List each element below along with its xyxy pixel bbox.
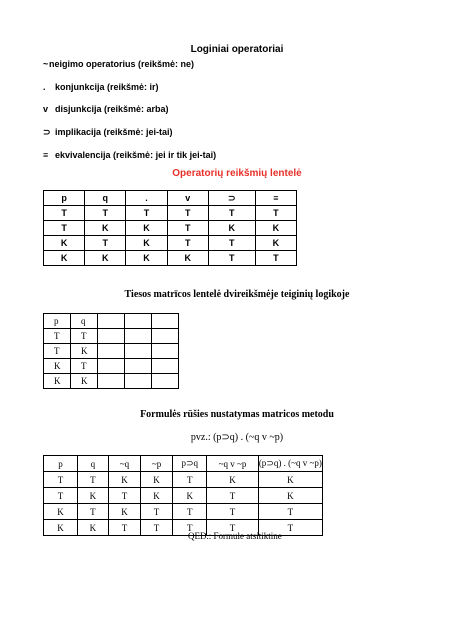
table-row [44, 374, 179, 389]
table-cell: (p⊃q) . (~q v ~p) [258, 456, 322, 472]
table-cell [152, 374, 179, 389]
table-cell: T [44, 488, 78, 504]
table-cell: K [208, 221, 255, 236]
table-cell: T [77, 504, 108, 520]
table-cell [98, 359, 125, 374]
table-cell [125, 329, 152, 344]
table-cell: K [71, 344, 98, 359]
table-cell [125, 314, 152, 329]
table-header-row [44, 314, 179, 329]
table-cell: K [44, 251, 85, 266]
table-cell: T [141, 504, 173, 520]
operator-item [43, 82, 159, 93]
table-cell: T [207, 520, 258, 536]
table-cell [125, 359, 152, 374]
table-cell: K [173, 488, 207, 504]
table-cell: K [44, 359, 71, 374]
table-row [44, 251, 297, 266]
table-cell [125, 344, 152, 359]
operator-description: implikacija (reikšmė: jei-tai) [55, 127, 173, 137]
table-cell: T [108, 488, 140, 504]
table-cell: T [71, 329, 98, 344]
table-cell: K [44, 504, 78, 520]
table-cell: T [208, 206, 255, 221]
table-cell: T [126, 206, 167, 221]
table-cell: K [77, 488, 108, 504]
table-cell: K [44, 236, 85, 251]
table-cell: T [85, 236, 126, 251]
table-row [44, 504, 323, 520]
table-row [44, 488, 323, 504]
table-cell: T [167, 236, 208, 251]
table-row [44, 236, 297, 251]
operator-truth-table [43, 190, 297, 266]
table-cell: T [255, 251, 296, 266]
operator-description: ekvivalencija (reikšmė: jei ir tik jei-tai) [55, 150, 217, 160]
operator-symbol: ≡ [43, 150, 49, 160]
table-cell: ≡ [255, 191, 296, 206]
table-cell: K [255, 236, 296, 251]
table-cell: T [207, 504, 258, 520]
table-cell: T [44, 472, 78, 488]
table-header-row [44, 456, 323, 472]
table-row [44, 221, 297, 236]
table-cell: q [71, 314, 98, 329]
table-cell: p [44, 191, 85, 206]
example-formula: pvz.: (p⊃q) . (~q v ~p) [190, 432, 284, 443]
table-cell: T [173, 472, 207, 488]
table-cell: T [208, 236, 255, 251]
operator-symbol: ⊃ [43, 127, 51, 137]
table-cell: v [167, 191, 208, 206]
table-cell: K [167, 251, 208, 266]
operator-item [43, 59, 194, 70]
formula-matrix-table [43, 455, 323, 536]
table-cell [98, 329, 125, 344]
table-cell: . [126, 191, 167, 206]
table-cell [152, 359, 179, 374]
table-cell: ~q v ~p [207, 456, 258, 472]
table-cell: T [85, 206, 126, 221]
document-title: Loginiai operatoriai [190, 44, 284, 55]
table-cell: K [85, 221, 126, 236]
table-cell: K [126, 236, 167, 251]
table-cell: ~q [108, 456, 140, 472]
table-row [44, 344, 179, 359]
table-row [44, 359, 179, 374]
table-cell: K [44, 374, 71, 389]
table-cell: T [258, 504, 322, 520]
table-cell: ⊃ [208, 191, 255, 206]
table1-title: Operatorių reikšmių lentelė [172, 168, 302, 179]
table-cell: T [258, 520, 322, 536]
table-cell: ~p [141, 456, 173, 472]
table-cell: K [258, 488, 322, 504]
table-row [44, 472, 323, 488]
operator-symbol: . [43, 82, 46, 92]
table-cell: K [255, 221, 296, 236]
table-cell: T [44, 329, 71, 344]
table-cell: T [173, 520, 207, 536]
table-cell: p⊃q [173, 456, 207, 472]
table-cell: T [255, 206, 296, 221]
table-cell: T [173, 504, 207, 520]
table-cell: K [108, 504, 140, 520]
table-cell: K [126, 251, 167, 266]
table-cell: K [71, 374, 98, 389]
operator-description: disjunkcija (reikšmė: arba) [55, 104, 169, 114]
table-cell [98, 314, 125, 329]
table3-title: Formulės rūšies nustatymas matricos metodu [140, 409, 334, 420]
table-cell: q [77, 456, 108, 472]
table-cell [152, 344, 179, 359]
table-cell: T [167, 221, 208, 236]
table-cell: K [126, 221, 167, 236]
table-cell: K [85, 251, 126, 266]
table-cell [98, 374, 125, 389]
table-cell: T [108, 520, 140, 536]
table-cell [98, 344, 125, 359]
table-cell [125, 374, 152, 389]
table-cell: K [77, 520, 108, 536]
table-cell: K [258, 472, 322, 488]
operator-item [43, 150, 216, 161]
qed-conclusion: QED.: Formule atsitiktine [188, 531, 282, 541]
table-cell [152, 314, 179, 329]
operator-item [43, 104, 169, 115]
table-cell: K [207, 472, 258, 488]
table-cell: T [141, 520, 173, 536]
table-header-row [44, 191, 297, 206]
operator-description: neigimo operatorius (reikšmė: ne) [49, 59, 195, 69]
table2-title: Tiesos matrīcos lentelė dvireikšmėje teiginių logikoje [124, 289, 350, 300]
table-cell: T [167, 206, 208, 221]
table-cell: q [85, 191, 126, 206]
table-cell: T [207, 488, 258, 504]
table-row [44, 329, 179, 344]
table-cell: K [44, 520, 78, 536]
table-row [44, 206, 297, 221]
table-cell: p [44, 456, 78, 472]
table-cell: T [44, 221, 85, 236]
table-cell: K [141, 488, 173, 504]
operator-description: konjunkcija (reikšmė: ir) [55, 82, 159, 92]
table-cell: K [141, 472, 173, 488]
table-cell: T [44, 344, 71, 359]
table-cell: T [208, 251, 255, 266]
operator-symbol: ~ [43, 59, 49, 69]
table-cell: T [44, 206, 85, 221]
table-cell: T [77, 472, 108, 488]
table-cell: T [71, 359, 98, 374]
table-cell: p [44, 314, 71, 329]
operator-item [43, 127, 173, 138]
table-cell: K [108, 472, 140, 488]
operator-symbol: v [43, 104, 49, 114]
table-cell [152, 329, 179, 344]
truth-matrix-table [43, 313, 179, 389]
